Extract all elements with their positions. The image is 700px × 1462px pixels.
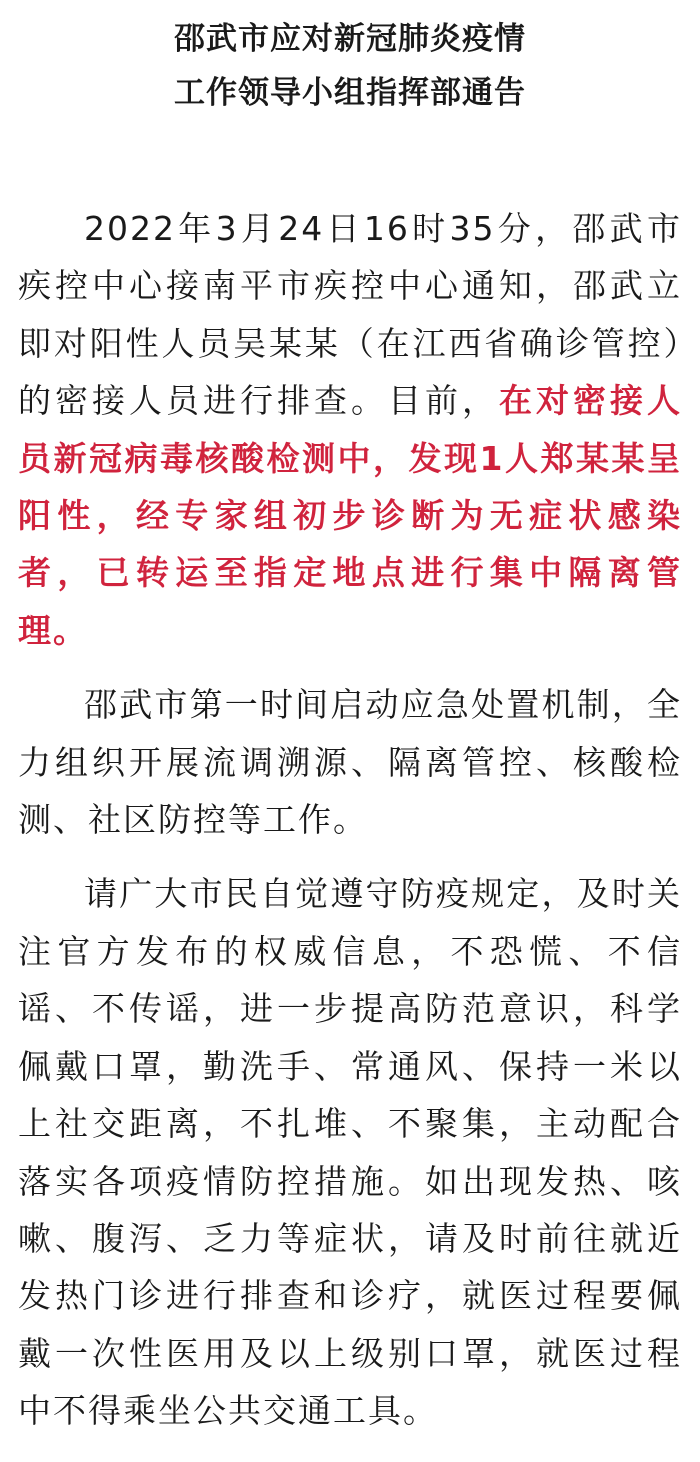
paragraph-public-advice: 请广大市民自觉遵守防疫规定，及时关注官方发布的权威信息，不恐慌、不信谣、不传谣，进一步提高防范意识，科学佩戴口罩，勤洗手、常通风、保持一米以上社交距离，不扎堆、不聚集，主动配合落实各项疫情防控措施。如出现发热、咳嗽、腹泻、乏力等症状，请及时前往就近发热门诊进行排查和诊疗，就医过程要佩戴一次性医用及以上级别口罩，就医过程中不得乘坐公共交通工具。 <box>18 874 682 1431</box>
paragraph-emergency-response: 邵武市第一时间启动应急处置机制，全力组织开展流调溯源、隔离管控、核酸检测、社区防控等工作。 <box>18 685 682 840</box>
title-line-1: 邵武市应对新冠肺炎疫情 <box>174 21 526 57</box>
notice-title <box>18 0 682 120</box>
case-report-text: 2022年3月24日16时35分，邵武市疾控中心接南平市疾控中心通知，邵武立即对阳性人员吴某某（在江西省确诊管控）的密接人员进行排查。目前， <box>18 209 682 421</box>
case-report-highlight: 在对密接人员新冠病毒核酸检测中，发现1人郑某某呈阳性，经专家组初步诊断为无症状感染者，已转运至指定地点进行集中隔离管理。 <box>18 381 682 650</box>
paragraph-case-report <box>18 200 682 659</box>
notice-body <box>18 200 682 1440</box>
title-line-2: 工作领导小组指挥部通告 <box>174 75 526 111</box>
